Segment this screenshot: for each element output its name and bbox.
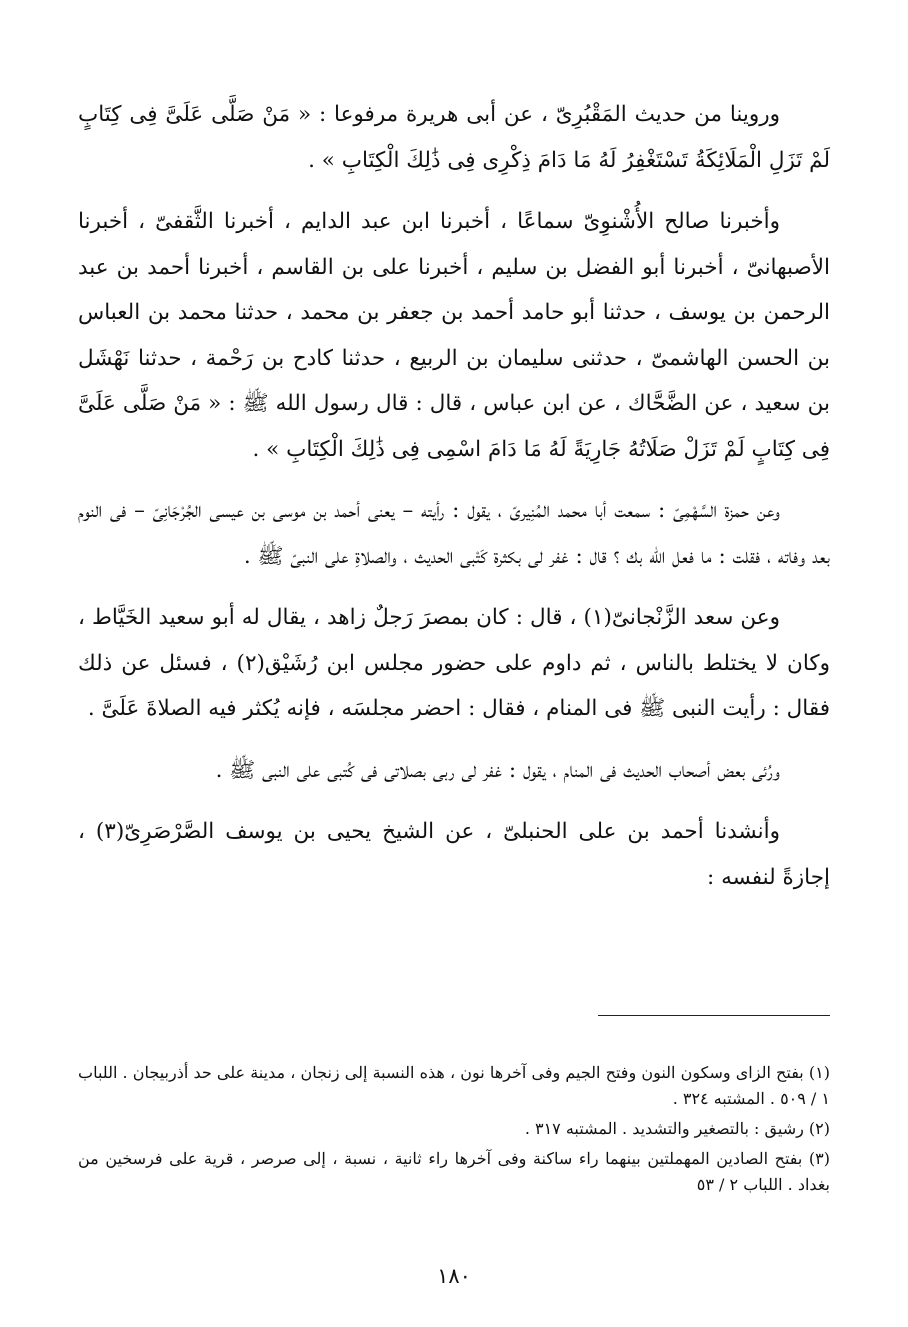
paragraph-4: وعن سعد الزَّنْجانىّ(١) ، قال : كان بمصرَ رَجلٌ زاهد ، يقال له أبو سعيد الخَيَّاط ، وكان لا يختلط بالناس ، ثم داوم على حضور مجلس ابن رُشَيْق(٢) ، فسئل عن ذلك فقال : رأيت النبى ﷺ فى المنام ، فقال : احضر مجلسَه ، فإنه يُكثر فيه الصلاةَ عَلَىَّ . xyxy=(78,605,830,721)
main-text xyxy=(78,92,830,916)
footnote-2: (٢) رشيق : بالتصغير والتشديد . المشتبه ٣١٧ . xyxy=(524,1119,830,1138)
paragraph-3: وعن حمزة السَّهْمِىّ : سمعت أبا محمد المُنِيرىّ ، يقول : رأيته – يعنى أحمد بن موسى بن عيسى الجُرْجَانِىّ – فى النوم بعد وفاته ، فقلت : ما فعل الله بك ؟ قال : غفر لى بكثرة كَتْبى الحديث ، والصلاةِ على النبىّ ﷺ . xyxy=(78,498,830,569)
paragraph-1: وروينا من حديث المَقْبُرِىّ ، عن أبى هريرة مرفوعا : « مَنْ صَلَّى عَلَىَّ فِى كِتَابٍ لَمْ تَزَلِ الْمَلَائِكَةُ تَسْتَغْفِرُ لَهُ مَا دَامَ ذِكْرِى فِى ذَٰلِكَ الْكِتَابِ » . xyxy=(78,102,830,173)
footnotes xyxy=(78,1060,830,1202)
footnote-1: (١) بفتح الزاى وسكون النون وفتح الجيم وفى آخرها نون ، هذه النسبة إلى زنجان ، مدينة على حد أذربيجان . اللباب ١ / ٥٠٩ . المشتبه ٣٢٤ . xyxy=(78,1063,830,1108)
footnote-divider xyxy=(598,1015,830,1016)
paragraph-5: ورُئى بعض أصحاب الحديث فى المنام ، يقول : غفر لى ربى بصلاتى فى كُتبى على النبى ﷺ . xyxy=(215,757,780,783)
page-number: ١٨٠ xyxy=(437,1264,471,1288)
paragraph-2: وأخبرنا صالح الأُشْنوِىّ سماعًا ، أخبرنا ابن عبد الدايم ، أخبرنا الثَّقفىّ ، أخبرنا الأصبهانىّ ، أخبرنا أبو الفضل بن سليم ، أخبرنا على بن القاسم ، أخبرنا أحمد بن عبد الرحمن بن يوسف ، حدثنا أبو حامد أحمد بن جعفر بن محمد ، حدثنا محمد بن العباس بن الحسن الهاشمىّ ، حدثنى سليمان بن الربيع ، حدثنا كادح بن رَحْمة ، حدثنا نَهْشَل بن سعيد ، عن الضَّحَّاك ، عن ابن عباس ، قال : قال رسول الله ﷺ : « مَنْ صَلَّى عَلَىَّ فِى كِتَابٍ لَمْ تَزَلْ صَلَاتُهُ جَارِيَةً لَهُ مَا دَامَ اسْمِى فِى ذَٰلِكَ الْكِتَابِ » . xyxy=(78,209,830,462)
footnote-3: (٣) بفتح الصادين المهملتين بينهما راء ساكنة وفى آخرها راء ثانية ، نسبة ، إلى صرصر ، قرية على فرسخين من بغداد . اللباب ٢ / ٥٣ xyxy=(78,1149,830,1194)
paragraph-6: وأنشدنا أحمد بن على الحنبلىّ ، عن الشيخ يحيى بن يوسف الصَّرْصَرِىّ(٣) ، إجازةً لنفسه : xyxy=(78,819,830,890)
